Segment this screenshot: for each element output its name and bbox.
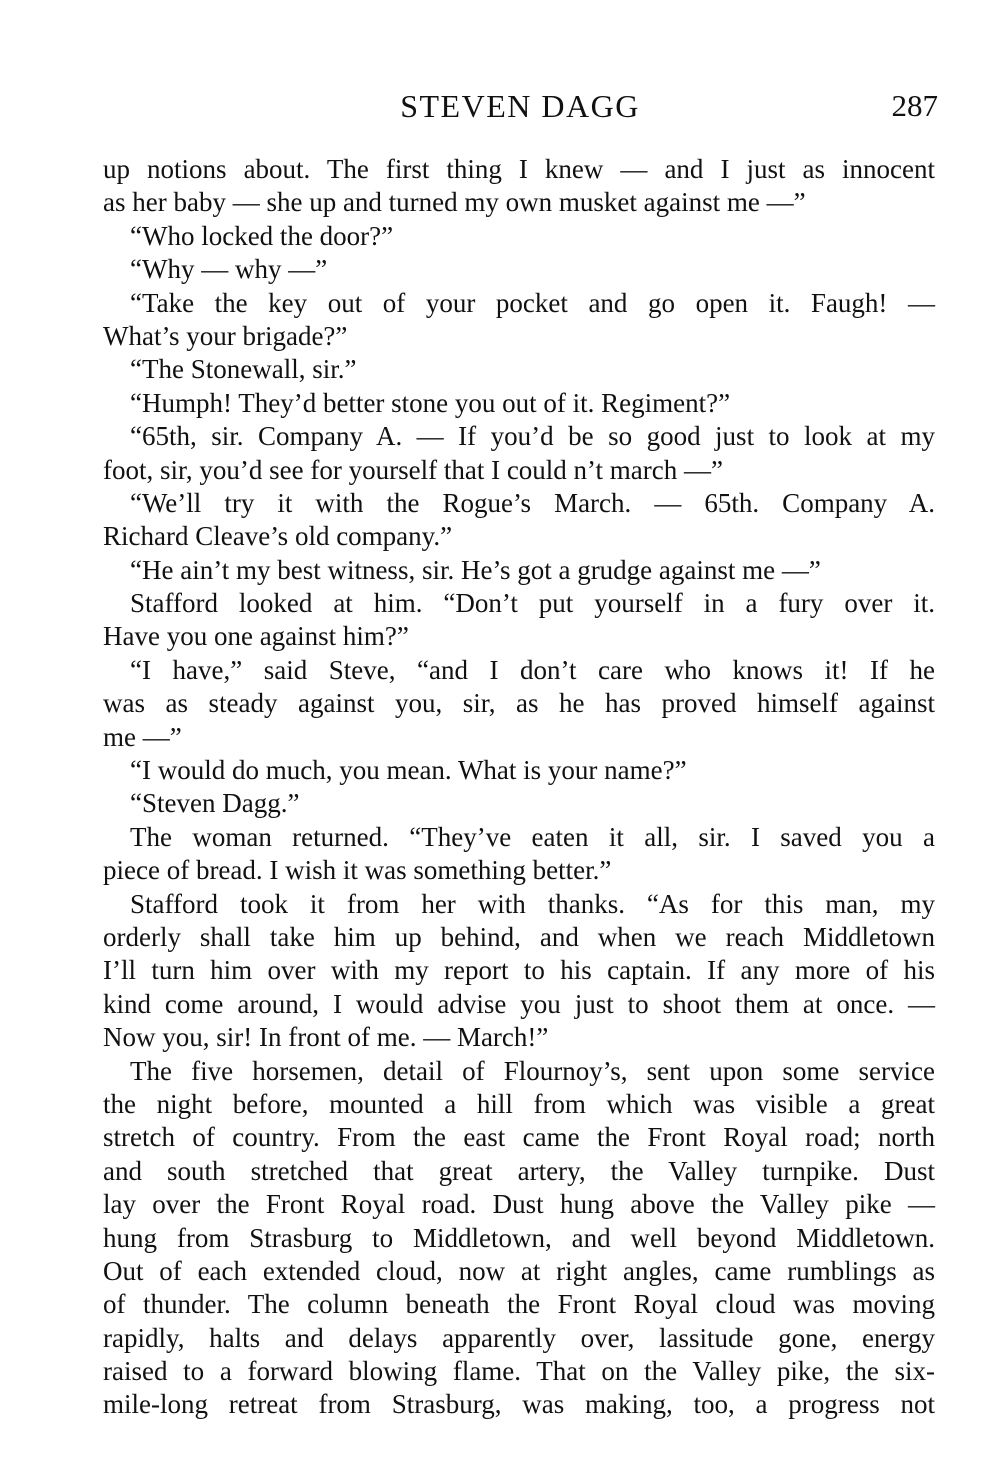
text-line: rapidly, halts and delays apparently over, lassitude gone, energy bbox=[103, 1322, 935, 1353]
text-line: “Take the key out of your pocket and go open it. Faugh! — bbox=[130, 287, 935, 318]
text-line: “We’ll try it with the Rogue’s March. — 65th. Company A. bbox=[130, 487, 935, 518]
text-line: “Why — why —” bbox=[130, 254, 328, 285]
text-line: “Steven Dagg.” bbox=[130, 788, 300, 819]
text-line: Stafford looked at him. “Don’t put yourself in a fury over it. bbox=[130, 588, 935, 619]
text-line: foot, sir, you’d see for yourself that I could n’t march —” bbox=[103, 454, 723, 485]
text-line: “The Stonewall, sir.” bbox=[130, 354, 357, 385]
text-line: Have you one against him?” bbox=[103, 621, 409, 652]
page-number: 287 bbox=[891, 88, 938, 123]
running-title: STEVEN DAGG bbox=[400, 88, 640, 124]
text-line: kind come around, I would advise you just to shoot them at once. — bbox=[103, 988, 935, 1019]
text-line: as her baby — she up and turned my own musket against me —” bbox=[103, 187, 806, 218]
text-line: raised to a forward blowing flame. That on the Valley pike, the six- bbox=[103, 1356, 935, 1387]
text-line: Now you, sir! In front of me. — March!” bbox=[103, 1022, 549, 1053]
text-line: I’ll turn him over with my report to his captain. If any more of his bbox=[103, 955, 935, 986]
text-line: was as steady against you, sir, as he has proved himself against bbox=[103, 688, 935, 719]
text-line: the night before, mounted a hill from which was visible a great bbox=[103, 1088, 935, 1119]
text-line: mile-long retreat from Strasburg, was making, too, a progress not bbox=[103, 1389, 935, 1420]
text-line: “Humph! They’d better stone you out of it. Regiment?” bbox=[130, 387, 731, 418]
text-line: up notions about. The first thing I knew — and I just as innocent bbox=[103, 154, 935, 184]
running-head bbox=[0, 84, 1000, 128]
text-line: Richard Cleave’s old company.” bbox=[103, 521, 453, 552]
text-line: The five horsemen, detail of Flournoy’s, sent upon some service bbox=[130, 1055, 935, 1086]
text-line: hung from Strasburg to Middletown, and well beyond Middletown. bbox=[103, 1222, 935, 1253]
text-line: “I have,” said Steve, “and I don’t care who knows it! If he bbox=[130, 654, 935, 685]
text-line: stretch of country. From the east came the Front Royal road; north bbox=[103, 1122, 935, 1153]
text-line: and south stretched that great artery, the Valley turnpike. Dust bbox=[103, 1155, 935, 1186]
text-line: Stafford took it from her with thanks. “As for this man, my bbox=[130, 888, 935, 919]
text-line: orderly shall take him up behind, and when we reach Middletown bbox=[103, 921, 935, 952]
text-line: Out of each extended cloud, now at right angles, came rumblings as bbox=[103, 1255, 935, 1286]
text-line: “Who locked the door?” bbox=[130, 220, 394, 251]
text-line: lay over the Front Royal road. Dust hung above the Valley pike — bbox=[103, 1189, 935, 1220]
text-line: What’s your brigade?” bbox=[103, 320, 348, 351]
text-line: “He ain’t my best witness, sir. He’s got a grudge against me —” bbox=[130, 554, 821, 585]
text-line: piece of bread. I wish it was something better.” bbox=[103, 855, 612, 886]
body-text bbox=[103, 153, 935, 1422]
text-line: The woman returned. “They’ve eaten it all, sir. I saved you a bbox=[130, 821, 935, 852]
text-line: “65th, sir. Company A. — If you’d be so good just to look at my bbox=[130, 421, 935, 452]
text-line: of thunder. The column beneath the Front Royal cloud was moving bbox=[103, 1289, 935, 1320]
text-line: me —” bbox=[103, 721, 182, 752]
text-line: “I would do much, you mean. What is your name?” bbox=[130, 755, 687, 786]
